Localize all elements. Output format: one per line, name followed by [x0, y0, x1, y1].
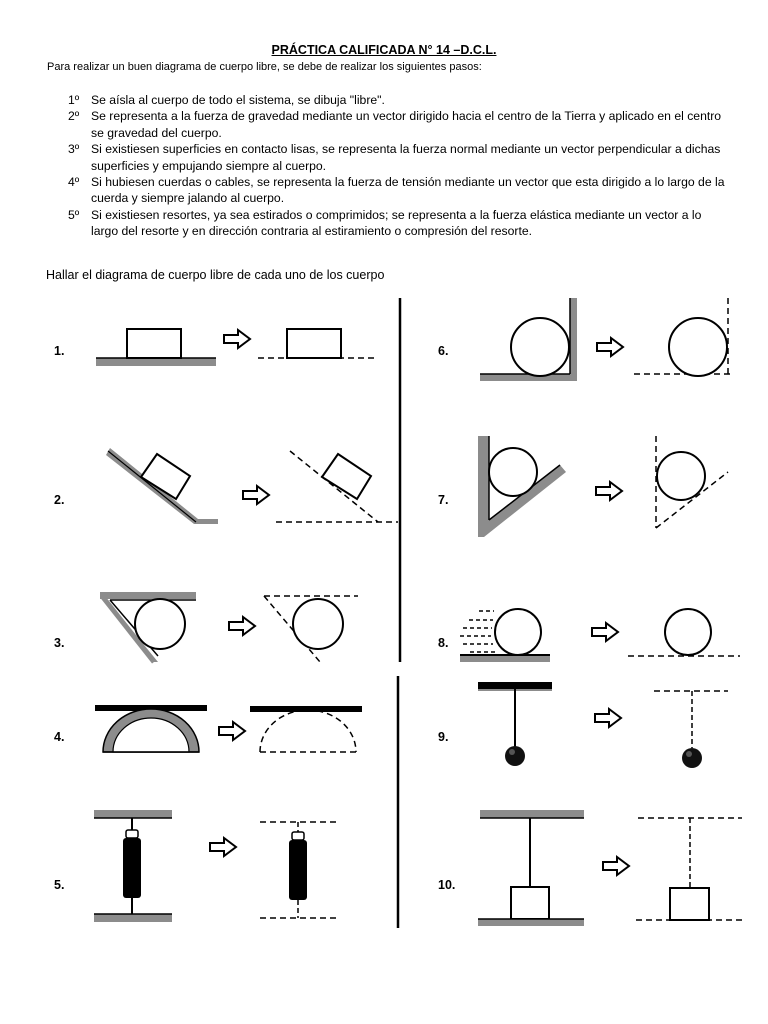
page-title: PRÁCTICA CALIFICADA N° 14 –D.C.L.: [271, 43, 497, 57]
problem-10-figure: [478, 810, 742, 926]
step-number: 4º: [68, 175, 80, 190]
problem-label: 7.: [438, 493, 449, 507]
problem-label: 3.: [54, 636, 65, 650]
problem-label: 9.: [438, 730, 449, 744]
arrow-icon: [597, 338, 623, 356]
problem-label: 4.: [54, 730, 65, 744]
step-text: Si existiesen resortes, ya sea estirados o comprimidos; se representa a la fuerza elástica mediante un vector a lo largo del resorte y en dirección contraria al estiramiento o compresión del resorte.: [91, 207, 702, 239]
step-number: 3º: [68, 142, 80, 157]
problem-label: 1.: [54, 344, 65, 358]
arrow-icon: [592, 623, 618, 641]
problem-5-figure: [94, 810, 338, 922]
arrow-icon: [224, 330, 250, 348]
problem-2-figure: [106, 448, 398, 524]
step-number: 5º: [68, 207, 80, 222]
intro-text: Para realizar un buen diagrama de cuerpo libre, se debe de realizar los siguientes pasos:: [47, 61, 482, 73]
arrow-icon: [595, 709, 621, 727]
problem-6-figure: [480, 298, 730, 381]
exercise-instruction: Hallar el diagrama de cuerpo libre de cada uno de los cuerpo: [46, 268, 385, 282]
arrow-icon: [210, 838, 236, 856]
problem-label: 10.: [438, 878, 456, 892]
step-text: Se representa a la fuerza de gravedad mediante un vector dirigido hacia el centro de la Tierra y aplicado en el centro se gravedad del cuerpo.: [91, 109, 722, 140]
step-number: 1º: [68, 93, 80, 107]
problem-3-figure: [100, 592, 358, 662]
problem-7-figure: [478, 436, 728, 537]
step-text: Si existiesen superficies en contacto lisas, se representa la fuerza normal mediante un vector perpendicular a dichas superficies y empujando siempre al cuerpo.: [91, 142, 721, 173]
problem-8-figure: [460, 609, 740, 662]
step-text: Si hubiesen cuerdas o cables, se representa la fuerza de tensión mediante un vector que esta dirigido a lo largo de la cuerda y siempre jalando al cuerpo.: [91, 175, 725, 206]
arrow-icon: [603, 857, 629, 875]
problem-label: 2.: [54, 493, 65, 507]
problem-4-figure: [95, 705, 362, 752]
arrow-icon: [219, 722, 245, 740]
problem-9-figure: [478, 682, 728, 768]
step-text: Se aísla al cuerpo de todo el sistema, se dibuja "libre".: [91, 93, 385, 107]
problem-label: 6.: [438, 344, 449, 358]
arrow-icon: [596, 482, 622, 500]
problem-label: 8.: [438, 636, 449, 650]
step-number: 2º: [68, 109, 80, 124]
problem-1-figure: [96, 329, 378, 366]
motion-lines: [460, 611, 497, 652]
arrow-icon: [243, 486, 269, 504]
problem-label: 5.: [54, 878, 65, 892]
arrow-icon: [229, 617, 255, 635]
